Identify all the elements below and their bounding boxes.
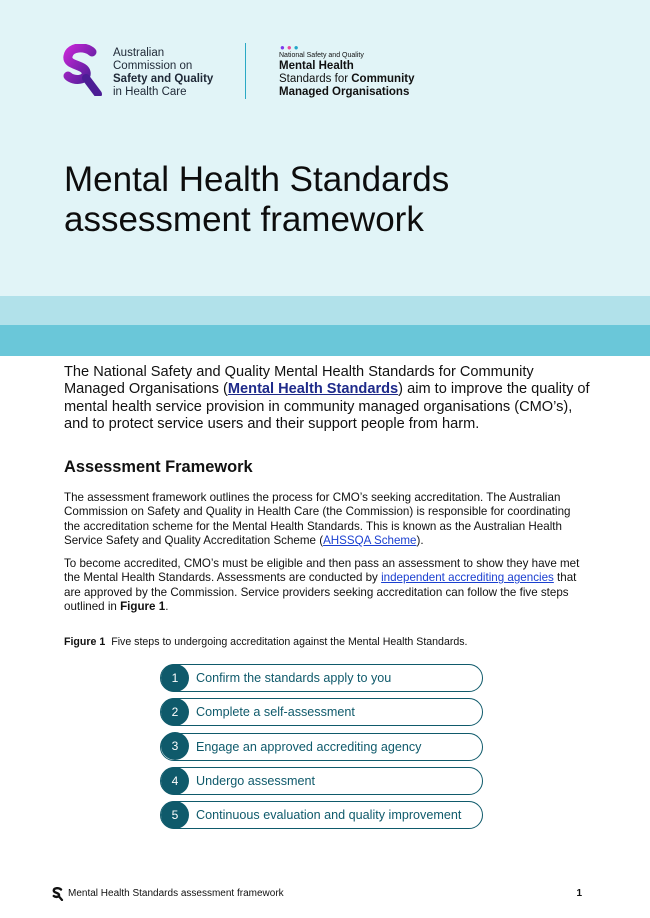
standards-line: Mental Health [279,60,354,72]
step-3 [160,733,483,761]
step-4 [160,767,483,795]
intro-paragraph [64,364,592,434]
standards-small-line: National Safety and Quality [279,52,364,59]
step-number: 1 [161,664,189,692]
header-divider [245,43,246,99]
standards-line: Managed Organisations [279,86,410,98]
intro-text: The National Safety and Quality Mental Health Standards for Community Managed Organisations ( [64,364,534,398]
para-text: . [165,600,169,614]
figure-caption-text: Five steps to undergoing accreditation against the Mental Health Standards. [111,636,468,648]
para-text: The assessment framework outlines the process for CMO’s seeking accreditation. The Australian Commission on Safety and Quality in Health Care (the Commission) is responsible for coordinating the accreditation scheme for the Mental Health Standards. This is known as the Australian Health Service Safety and Quality Accreditation Scheme ( [64,491,571,548]
intro-text: ) aim to improve the quality of mental health service provision in community managed organisations (CMO’s), and to protect service users and their support people from harm. [64,381,590,433]
footer-title: Mental Health Standards assessment framework [68,888,284,899]
step-label: Confirm the standards apply to you [196,671,392,685]
org-line: Safety and Quality [113,73,214,85]
decorative-band-dark [0,325,650,356]
org-line: in Health Care [113,86,187,98]
acsqhc-logo-icon [62,44,104,96]
framework-paragraph-1 [64,491,586,549]
org-line: Australian [113,47,165,59]
ahssqa-scheme-link[interactable]: AHSSQA Scheme [323,534,417,548]
standards-dots-icon: ●●● [280,43,301,52]
page-number: 1 [576,888,582,899]
para-text: To become accredited, CMO’s must be eligible and then pass an assessment to show they have met the Mental Health Standards. Assessments are conducted by [64,557,580,585]
title-line: Mental Health Standards [64,160,450,199]
page-title [64,160,584,240]
title-line: assessment framework [64,200,424,239]
framework-paragraph-2 [64,557,586,615]
step-label: Undergo assessment [196,773,316,788]
org-line: Commission on [113,60,193,72]
step-label: Engage an approved accrediting agency [196,739,422,754]
para-text: ). [416,534,424,548]
standards-line: Standards for [279,73,352,85]
standards-name [279,51,414,99]
step-2 [160,698,483,726]
accrediting-agencies-link[interactable]: independent accrediting agencies [381,571,554,585]
decorative-band-light [0,296,650,325]
step-number: 4 [161,767,189,795]
step-label: Continuous evaluation and quality improvement [196,808,462,823]
organisation-name [113,47,213,99]
standards-line-bold: Community [351,73,415,85]
figure-label: Figure 1 [64,636,106,648]
figure-reference: Figure 1 [120,600,166,614]
step-number: 3 [161,732,189,760]
step-5 [160,801,483,829]
step-number: 2 [161,698,189,726]
steps-diagram [160,664,483,835]
step-1 [160,664,483,692]
step-number: 5 [161,801,189,829]
mental-health-standards-link[interactable]: Mental Health Standards [227,381,399,398]
step-label: Complete a self-assessment [196,705,355,720]
acsqhc-footer-logo-icon [52,887,64,901]
section-heading: Assessment Framework [64,458,253,476]
para-text: that are approved by the Commission. Service providers seeking accreditation can follow the five steps outlined in [64,571,577,614]
figure-caption [64,636,468,648]
